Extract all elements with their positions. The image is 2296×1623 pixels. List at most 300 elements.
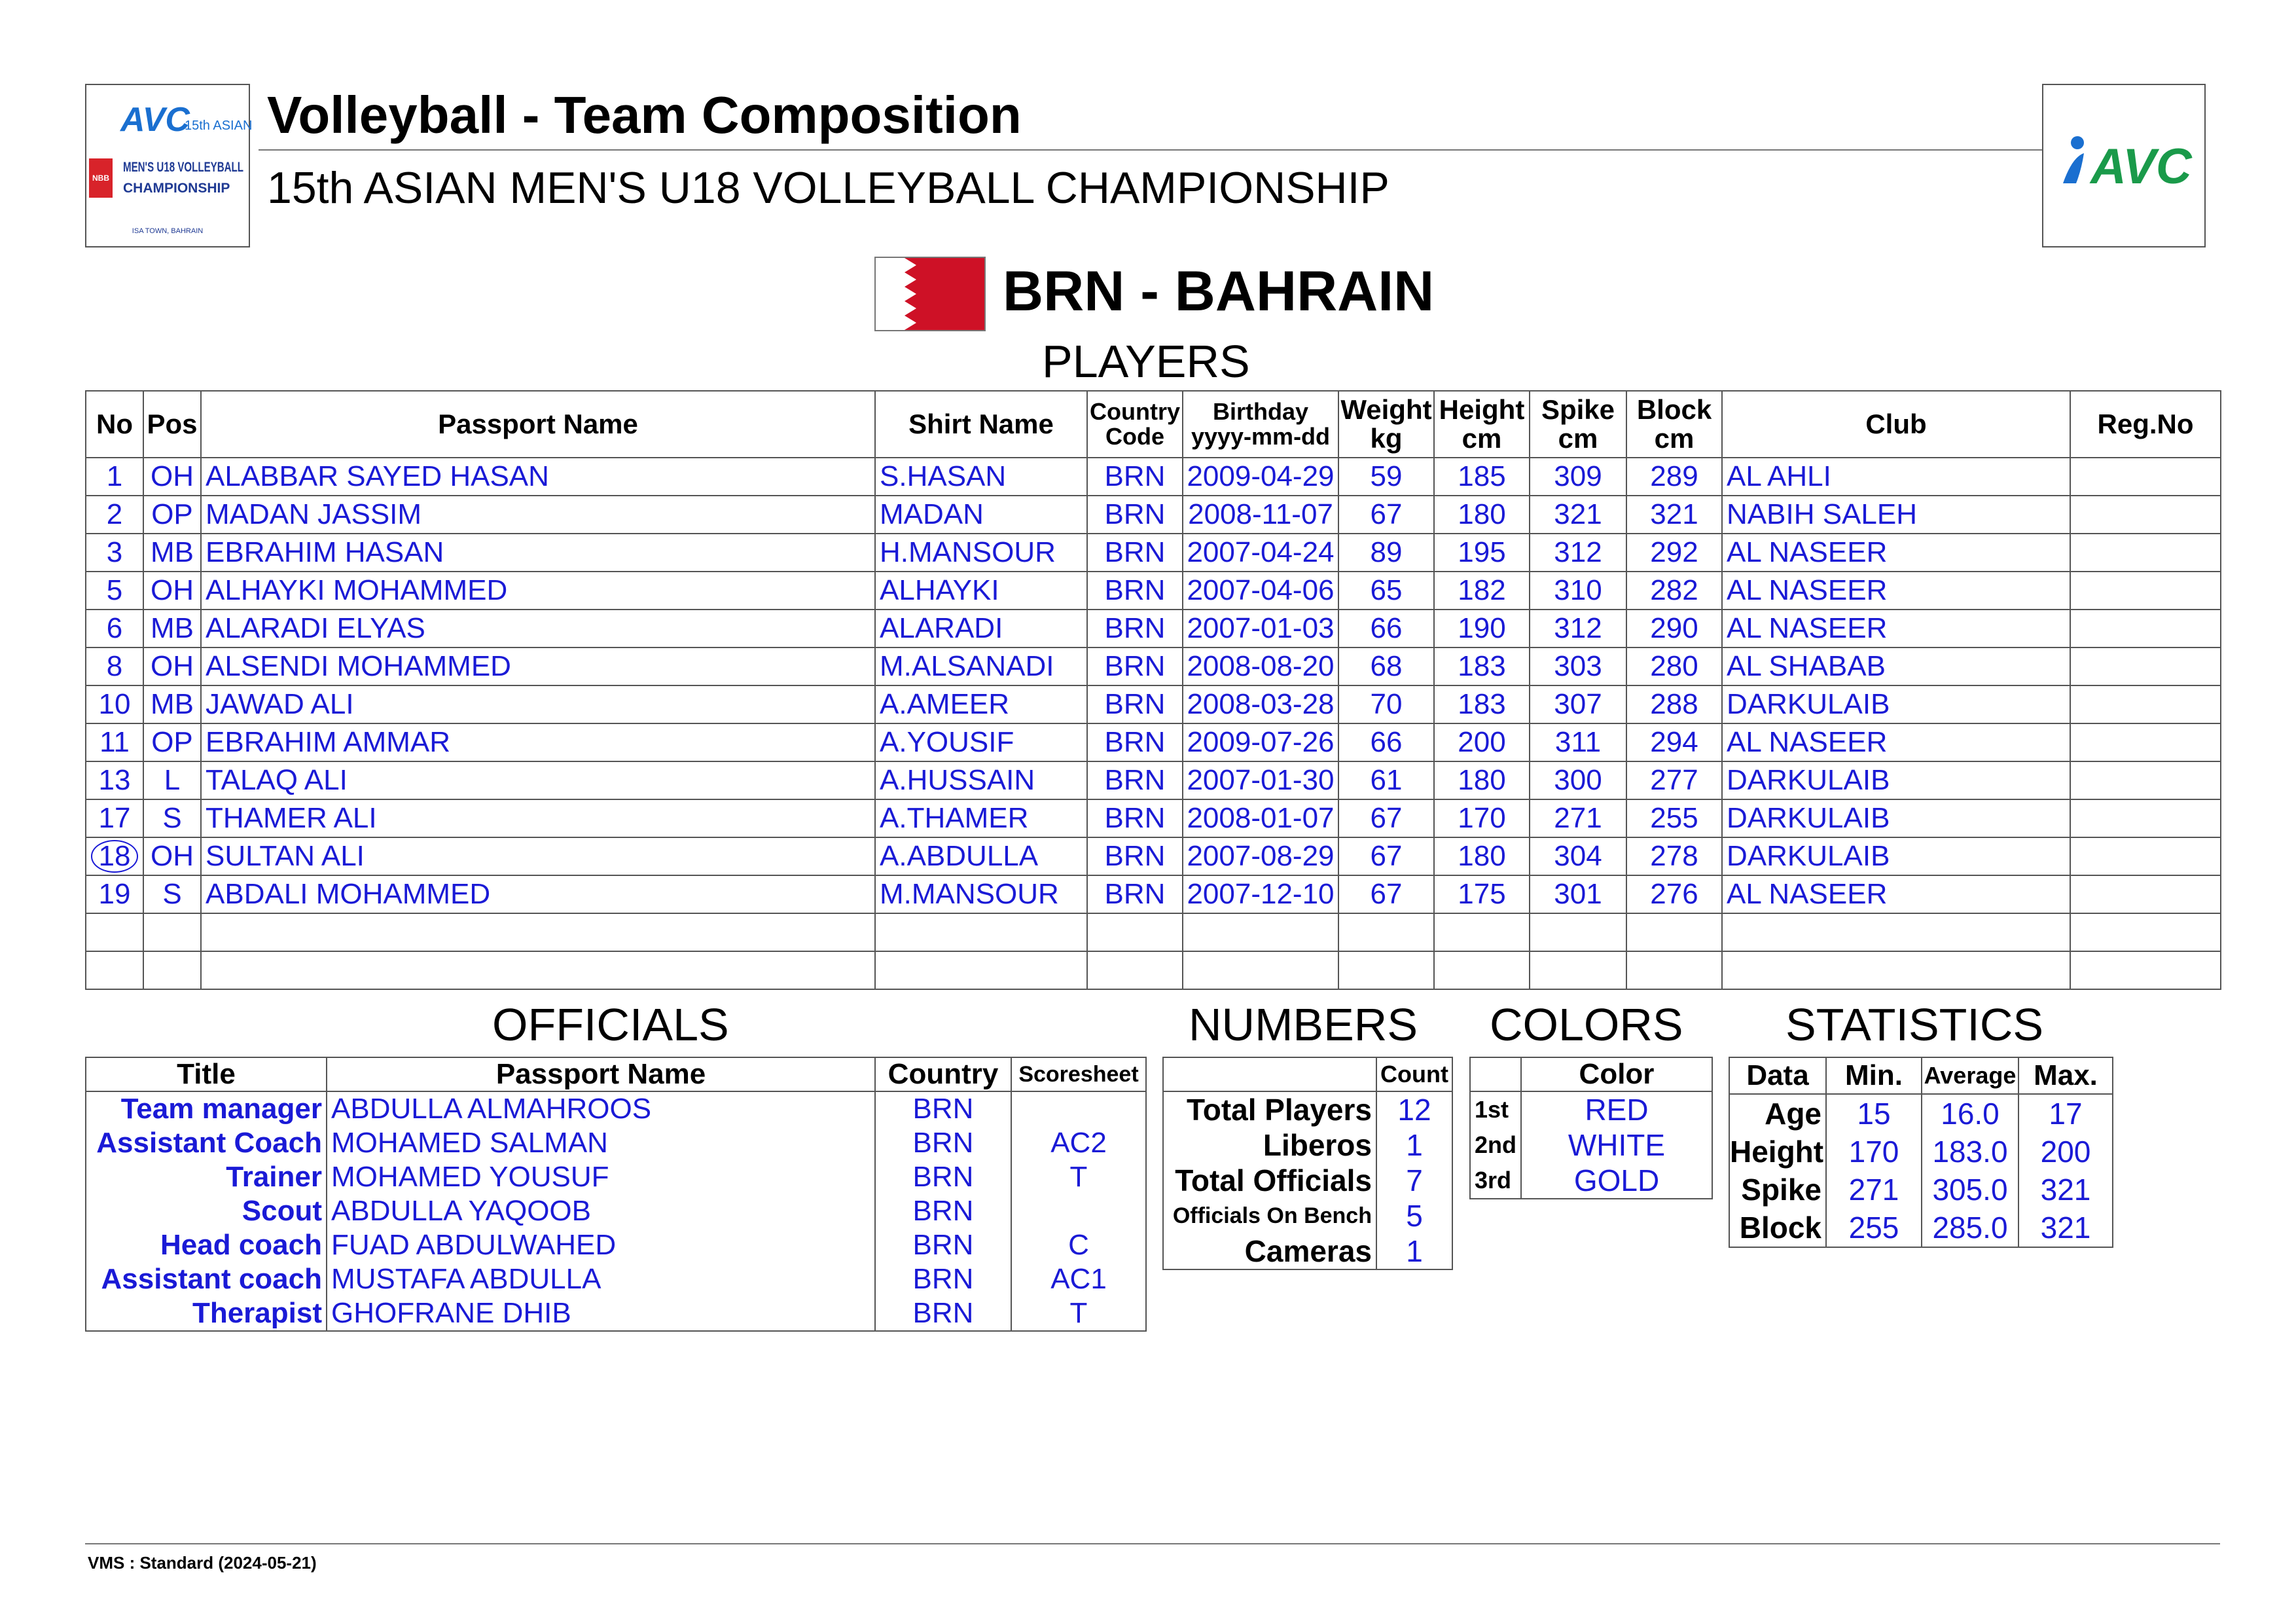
player-position: S xyxy=(143,875,201,913)
player-birthday: 2008-11-07 xyxy=(1183,496,1338,534)
official-scoresheet: T xyxy=(1011,1296,1146,1331)
player-row xyxy=(86,799,2221,837)
player-country-code: BRN xyxy=(1087,685,1183,723)
player-weight: 89 xyxy=(1338,534,1434,572)
player-spike: 307 xyxy=(1530,685,1626,723)
official-passport-name: MOHAMED SALMAN xyxy=(327,1126,875,1160)
player-club: DARKULAIB xyxy=(1722,685,2070,723)
official-row xyxy=(86,1194,1146,1228)
team-name: BRN - BAHRAIN xyxy=(1003,260,1435,323)
player-reg-no xyxy=(2070,761,2221,799)
official-country: BRN xyxy=(875,1228,1011,1262)
player-passport-name: EBRAHIM HASAN xyxy=(201,534,875,572)
numbers-label: Total Officials xyxy=(1163,1163,1376,1198)
player-birthday: 2007-01-30 xyxy=(1183,761,1338,799)
player-no: 10 xyxy=(86,685,143,723)
color-row xyxy=(1470,1163,1712,1199)
captain-number-marker: 18 xyxy=(91,840,139,873)
player-spike: 300 xyxy=(1530,761,1626,799)
player-spike: 271 xyxy=(1530,799,1626,837)
officials-header-row xyxy=(86,1057,1146,1091)
numbers-header-row xyxy=(1163,1057,1452,1091)
player-weight: 70 xyxy=(1338,685,1434,723)
numbers-row xyxy=(1163,1091,1452,1127)
player-reg-no xyxy=(2070,496,2221,534)
player-no-empty xyxy=(86,913,143,951)
player-position: OH xyxy=(143,837,201,875)
player-weight: 65 xyxy=(1338,572,1434,610)
player-weight-empty xyxy=(1338,951,1434,989)
player-shirt-name: M.MANSOUR xyxy=(875,875,1087,913)
colors-header-blank xyxy=(1470,1057,1521,1091)
official-scoresheet xyxy=(1011,1194,1146,1228)
numbers-count: 1 xyxy=(1376,1233,1452,1269)
colors-table xyxy=(1469,1057,1713,1199)
player-row-empty xyxy=(86,913,2221,951)
player-shirt-name: M.ALSANADI xyxy=(875,647,1087,685)
player-row xyxy=(86,647,2221,685)
color-value: GOLD xyxy=(1521,1163,1712,1199)
statistics-min: 15 xyxy=(1826,1094,1922,1133)
statistics-header-row xyxy=(1729,1057,2113,1094)
event-logo xyxy=(85,84,253,247)
statistics-average: 285.0 xyxy=(1922,1209,2018,1247)
player-shirt-name: A.ABDULLA xyxy=(875,837,1087,875)
player-reg-no-empty xyxy=(2070,951,2221,989)
player-height-empty xyxy=(1434,951,1530,989)
player-birthday: 2009-04-29 xyxy=(1183,458,1338,496)
player-club: AL NASEER xyxy=(1722,875,2070,913)
players-header-row xyxy=(86,391,2221,458)
player-passport-name: EBRAHIM AMMAR xyxy=(201,723,875,761)
statistics-label: Block xyxy=(1729,1209,1826,1247)
official-row xyxy=(86,1296,1146,1331)
color-value: RED xyxy=(1521,1091,1712,1127)
event-name: 15th ASIAN MEN'S U18 VOLLEYBALL CHAMPIONSHIP xyxy=(267,163,1390,213)
player-weight: 66 xyxy=(1338,723,1434,761)
player-height: 170 xyxy=(1434,799,1530,837)
player-birthday: 2008-01-07 xyxy=(1183,799,1338,837)
player-shirt-name: A.HUSSAIN xyxy=(875,761,1087,799)
player-birthday-empty xyxy=(1183,913,1338,951)
numbers-section-title: NUMBERS xyxy=(1189,999,1418,1050)
player-spike: 310 xyxy=(1530,572,1626,610)
player-no: 3 xyxy=(86,534,143,572)
player-weight: 67 xyxy=(1338,875,1434,913)
official-title: Scout xyxy=(86,1194,327,1228)
player-club: DARKULAIB xyxy=(1722,799,2070,837)
statistics-min: 255 xyxy=(1826,1209,1922,1247)
player-country-code: BRN xyxy=(1087,647,1183,685)
player-height: 180 xyxy=(1434,761,1530,799)
player-block: 288 xyxy=(1626,685,1722,723)
color-order: 1st xyxy=(1470,1091,1521,1127)
avc-logo xyxy=(2042,84,2206,247)
player-weight: 68 xyxy=(1338,647,1434,685)
players-table xyxy=(85,390,2221,990)
player-position: OP xyxy=(143,496,201,534)
player-birthday: 2007-04-06 xyxy=(1183,572,1338,610)
player-club: NABIH SALEH xyxy=(1722,496,2070,534)
col-header-scoresheet: Scoresheet xyxy=(1011,1057,1146,1091)
player-shirt-name: ALARADI xyxy=(875,610,1087,647)
statistics-max: 200 xyxy=(2018,1133,2113,1171)
player-block-empty xyxy=(1626,913,1722,951)
col-header-passport-name: Passport Name xyxy=(201,391,875,458)
player-row xyxy=(86,458,2221,496)
players-section-title: PLAYERS xyxy=(1042,336,1250,387)
player-height: 180 xyxy=(1434,837,1530,875)
col-header-color: Color xyxy=(1521,1057,1712,1091)
player-spike: 321 xyxy=(1530,496,1626,534)
player-block: 321 xyxy=(1626,496,1722,534)
player-height: 190 xyxy=(1434,610,1530,647)
player-reg-no xyxy=(2070,685,2221,723)
player-block: 278 xyxy=(1626,837,1722,875)
official-passport-name: ABDULLA ALMAHROOS xyxy=(327,1091,875,1126)
player-passport-name-empty xyxy=(201,913,875,951)
player-club-empty xyxy=(1722,913,2070,951)
numbers-count: 7 xyxy=(1376,1163,1452,1198)
col-header-no: No xyxy=(86,391,143,458)
player-passport-name: ALABBAR SAYED HASAN xyxy=(201,458,875,496)
player-spike-empty xyxy=(1530,951,1626,989)
player-no: 17 xyxy=(86,799,143,837)
statistics-max: 17 xyxy=(2018,1094,2113,1133)
player-birthday: 2007-04-24 xyxy=(1183,534,1338,572)
statistics-label: Age xyxy=(1729,1094,1826,1133)
player-club: DARKULAIB xyxy=(1722,761,2070,799)
official-title: Head coach xyxy=(86,1228,327,1262)
numbers-header-blank xyxy=(1163,1057,1376,1091)
player-country-code: BRN xyxy=(1087,761,1183,799)
player-shirt-name: S.HASAN xyxy=(875,458,1087,496)
player-reg-no xyxy=(2070,610,2221,647)
statistics-table xyxy=(1729,1057,2113,1248)
player-country-code: BRN xyxy=(1087,875,1183,913)
player-spike: 301 xyxy=(1530,875,1626,913)
player-reg-no xyxy=(2070,572,2221,610)
player-passport-name: ABDALI MOHAMMED xyxy=(201,875,875,913)
player-weight-empty xyxy=(1338,913,1434,951)
numbers-label: Liberos xyxy=(1163,1127,1376,1163)
player-shirt-name-empty xyxy=(875,913,1087,951)
official-title: Therapist xyxy=(86,1296,327,1331)
col-header-club: Club xyxy=(1722,391,2070,458)
color-value: WHITE xyxy=(1521,1127,1712,1163)
player-position: S xyxy=(143,799,201,837)
player-row xyxy=(86,875,2221,913)
col-header-count: Count xyxy=(1376,1057,1452,1091)
player-reg-no xyxy=(2070,458,2221,496)
player-passport-name: JAWAD ALI xyxy=(201,685,875,723)
official-country: BRN xyxy=(875,1194,1011,1228)
color-order: 3rd xyxy=(1470,1163,1521,1199)
player-weight: 67 xyxy=(1338,837,1434,875)
player-club: AL NASEER xyxy=(1722,534,2070,572)
player-country-code: BRN xyxy=(1087,572,1183,610)
player-row-empty xyxy=(86,951,2221,989)
player-height: 185 xyxy=(1434,458,1530,496)
player-height: 200 xyxy=(1434,723,1530,761)
statistics-row xyxy=(1729,1171,2113,1209)
player-position: MB xyxy=(143,610,201,647)
player-spike: 303 xyxy=(1530,647,1626,685)
statistics-min: 271 xyxy=(1826,1171,1922,1209)
player-block: 280 xyxy=(1626,647,1722,685)
official-row xyxy=(86,1126,1146,1160)
official-passport-name: GHOFRANE DHIB xyxy=(327,1296,875,1331)
player-weight: 67 xyxy=(1338,799,1434,837)
player-no xyxy=(86,837,143,875)
numbers-row xyxy=(1163,1127,1452,1163)
official-passport-name: FUAD ABDULWAHED xyxy=(327,1228,875,1262)
player-block-empty xyxy=(1626,951,1722,989)
official-scoresheet: T xyxy=(1011,1160,1146,1194)
player-block: 294 xyxy=(1626,723,1722,761)
player-birthday: 2007-01-03 xyxy=(1183,610,1338,647)
col-header-title: Title xyxy=(86,1057,327,1091)
col-header-birthday: Birthday yyyy-mm-dd xyxy=(1183,391,1338,458)
player-country-code-empty xyxy=(1087,913,1183,951)
player-country-code: BRN xyxy=(1087,837,1183,875)
player-no: 11 xyxy=(86,723,143,761)
footer-version: VMS : Standard (2024-05-21) xyxy=(88,1553,317,1573)
svg-text:CHAMPIONSHIP: CHAMPIONSHIP xyxy=(123,181,230,196)
player-shirt-name: H.MANSOUR xyxy=(875,534,1087,572)
player-row xyxy=(86,572,2221,610)
statistics-section-title: STATISTICS xyxy=(1785,999,2044,1050)
player-no: 13 xyxy=(86,761,143,799)
player-passport-name: THAMER ALI xyxy=(201,799,875,837)
officials-body xyxy=(86,1091,1146,1331)
numbers-count: 1 xyxy=(1376,1127,1452,1163)
player-shirt-name: A.AMEER xyxy=(875,685,1087,723)
statistics-body xyxy=(1729,1094,2113,1247)
svg-text:NBB: NBB xyxy=(92,173,109,183)
player-country-code: BRN xyxy=(1087,610,1183,647)
official-passport-name: MUSTAFA ABDULLA xyxy=(327,1262,875,1296)
official-country: BRN xyxy=(875,1160,1011,1194)
player-position: MB xyxy=(143,534,201,572)
svg-text:AVC: AVC xyxy=(2090,139,2192,194)
player-spike: 309 xyxy=(1530,458,1626,496)
official-row xyxy=(86,1160,1146,1194)
player-weight: 61 xyxy=(1338,761,1434,799)
numbers-count: 5 xyxy=(1376,1198,1452,1233)
player-country-code: BRN xyxy=(1087,799,1183,837)
statistics-label: Height xyxy=(1729,1133,1826,1171)
official-scoresheet: C xyxy=(1011,1228,1146,1262)
svg-text:15th ASIAN: 15th ASIAN xyxy=(185,119,253,133)
player-row xyxy=(86,534,2221,572)
player-no: 2 xyxy=(86,496,143,534)
player-passport-name: TALAQ ALI xyxy=(201,761,875,799)
player-no: 8 xyxy=(86,647,143,685)
player-country-code: BRN xyxy=(1087,723,1183,761)
player-no: 19 xyxy=(86,875,143,913)
player-passport-name: MADAN JASSIM xyxy=(201,496,875,534)
player-spike: 312 xyxy=(1530,534,1626,572)
player-country-code: BRN xyxy=(1087,458,1183,496)
player-shirt-name: A.YOUSIF xyxy=(875,723,1087,761)
player-position: L xyxy=(143,761,201,799)
col-header-country: Country xyxy=(875,1057,1011,1091)
player-birthday: 2008-03-28 xyxy=(1183,685,1338,723)
numbers-label: Total Players xyxy=(1163,1091,1376,1127)
numbers-label: Cameras xyxy=(1163,1233,1376,1269)
player-passport-name: ALARADI ELYAS xyxy=(201,610,875,647)
official-country: BRN xyxy=(875,1262,1011,1296)
player-club: AL SHABAB xyxy=(1722,647,2070,685)
col-header-block: Block cm xyxy=(1626,391,1722,458)
player-no: 6 xyxy=(86,610,143,647)
player-position: OP xyxy=(143,723,201,761)
numbers-label: Officials On Bench xyxy=(1163,1198,1376,1233)
numbers-row xyxy=(1163,1198,1452,1233)
official-passport-name: MOHAMED YOUSUF xyxy=(327,1160,875,1194)
player-block: 282 xyxy=(1626,572,1722,610)
official-scoresheet xyxy=(1011,1091,1146,1126)
player-spike: 311 xyxy=(1530,723,1626,761)
player-no: 1 xyxy=(86,458,143,496)
player-height: 180 xyxy=(1434,496,1530,534)
col-header-reg-no: Reg.No xyxy=(2070,391,2221,458)
svg-text:MEN'S U18 VOLLEYBALL: MEN'S U18 VOLLEYBALL xyxy=(123,160,244,175)
svg-text:AVC: AVC xyxy=(120,101,190,139)
player-position-empty xyxy=(143,913,201,951)
player-weight: 67 xyxy=(1338,496,1434,534)
bahrain-flag xyxy=(874,257,986,331)
player-club-empty xyxy=(1722,951,2070,989)
statistics-max: 321 xyxy=(2018,1171,2113,1209)
numbers-row xyxy=(1163,1233,1452,1269)
player-spike-empty xyxy=(1530,913,1626,951)
official-title: Assistant coach xyxy=(86,1262,327,1296)
col-header-height: Height cm xyxy=(1434,391,1530,458)
col-header-average: Average xyxy=(1922,1057,2018,1094)
player-position: OH xyxy=(143,647,201,685)
official-scoresheet: AC1 xyxy=(1011,1262,1146,1296)
statistics-max: 321 xyxy=(2018,1209,2113,1247)
statistics-average: 16.0 xyxy=(1922,1094,2018,1133)
col-header-weight: Weight kg xyxy=(1338,391,1434,458)
official-country: BRN xyxy=(875,1091,1011,1126)
statistics-average: 183.0 xyxy=(1922,1133,2018,1171)
statistics-row xyxy=(1729,1094,2113,1133)
player-reg-no xyxy=(2070,534,2221,572)
statistics-average: 305.0 xyxy=(1922,1171,2018,1209)
player-weight: 66 xyxy=(1338,610,1434,647)
numbers-count: 12 xyxy=(1376,1091,1452,1127)
player-passport-name: SULTAN ALI xyxy=(201,837,875,875)
player-position: OH xyxy=(143,458,201,496)
player-club: AL NASEER xyxy=(1722,723,2070,761)
player-height: 195 xyxy=(1434,534,1530,572)
official-row xyxy=(86,1091,1146,1126)
player-weight: 59 xyxy=(1338,458,1434,496)
player-spike: 312 xyxy=(1530,610,1626,647)
player-block: 277 xyxy=(1626,761,1722,799)
color-row xyxy=(1470,1091,1712,1127)
player-country-code: BRN xyxy=(1087,496,1183,534)
color-order: 2nd xyxy=(1470,1127,1521,1163)
official-country: BRN xyxy=(875,1126,1011,1160)
player-shirt-name-empty xyxy=(875,951,1087,989)
official-scoresheet: AC2 xyxy=(1011,1126,1146,1160)
player-block: 289 xyxy=(1626,458,1722,496)
player-reg-no xyxy=(2070,875,2221,913)
svg-text:ISA TOWN, BAHRAIN: ISA TOWN, BAHRAIN xyxy=(132,227,204,235)
player-passport-name: ALHAYKI MOHAMMED xyxy=(201,572,875,610)
title-divider xyxy=(259,149,2042,151)
colors-header-row xyxy=(1470,1057,1712,1091)
player-height: 183 xyxy=(1434,647,1530,685)
player-club: AL NASEER xyxy=(1722,610,2070,647)
player-birthday: 2009-07-26 xyxy=(1183,723,1338,761)
numbers-body xyxy=(1163,1091,1452,1269)
player-block: 290 xyxy=(1626,610,1722,647)
color-row xyxy=(1470,1127,1712,1163)
footer-divider xyxy=(85,1543,2220,1544)
col-header-data: Data xyxy=(1729,1057,1826,1094)
player-row xyxy=(86,837,2221,875)
official-passport-name: ABDULLA YAQOOB xyxy=(327,1194,875,1228)
numbers-row xyxy=(1163,1163,1452,1198)
player-club: DARKULAIB xyxy=(1722,837,2070,875)
player-club: AL AHLI xyxy=(1722,458,2070,496)
player-birthday: 2007-08-29 xyxy=(1183,837,1338,875)
player-position-empty xyxy=(143,951,201,989)
player-reg-no xyxy=(2070,723,2221,761)
statistics-row xyxy=(1729,1209,2113,1247)
official-title: Trainer xyxy=(86,1160,327,1194)
officials-table xyxy=(85,1057,1147,1332)
statistics-label: Spike xyxy=(1729,1171,1826,1209)
player-position: OH xyxy=(143,572,201,610)
player-reg-no-empty xyxy=(2070,913,2221,951)
player-row xyxy=(86,685,2221,723)
official-title: Team manager xyxy=(86,1091,327,1126)
col-header-shirt-name: Shirt Name xyxy=(875,391,1087,458)
player-passport-name-empty xyxy=(201,951,875,989)
player-height: 183 xyxy=(1434,685,1530,723)
player-no-empty xyxy=(86,951,143,989)
player-club: AL NASEER xyxy=(1722,572,2070,610)
statistics-min: 170 xyxy=(1826,1133,1922,1171)
player-country-code: BRN xyxy=(1087,534,1183,572)
player-birthday-empty xyxy=(1183,951,1338,989)
player-position: MB xyxy=(143,685,201,723)
player-birthday: 2008-08-20 xyxy=(1183,647,1338,685)
player-shirt-name: ALHAYKI xyxy=(875,572,1087,610)
official-row xyxy=(86,1228,1146,1262)
col-header-max: Max. xyxy=(2018,1057,2113,1094)
official-row xyxy=(86,1262,1146,1296)
player-passport-name: ALSENDI MOHAMMED xyxy=(201,647,875,685)
player-spike: 304 xyxy=(1530,837,1626,875)
player-shirt-name: MADAN xyxy=(875,496,1087,534)
colors-section-title: COLORS xyxy=(1490,999,1683,1050)
player-height: 175 xyxy=(1434,875,1530,913)
colors-body xyxy=(1470,1091,1712,1199)
col-header-spike: Spike cm xyxy=(1530,391,1626,458)
player-block: 255 xyxy=(1626,799,1722,837)
player-shirt-name: A.THAMER xyxy=(875,799,1087,837)
col-header-official-name: Passport Name xyxy=(327,1057,875,1091)
player-height-empty xyxy=(1434,913,1530,951)
official-title: Assistant Coach xyxy=(86,1126,327,1160)
